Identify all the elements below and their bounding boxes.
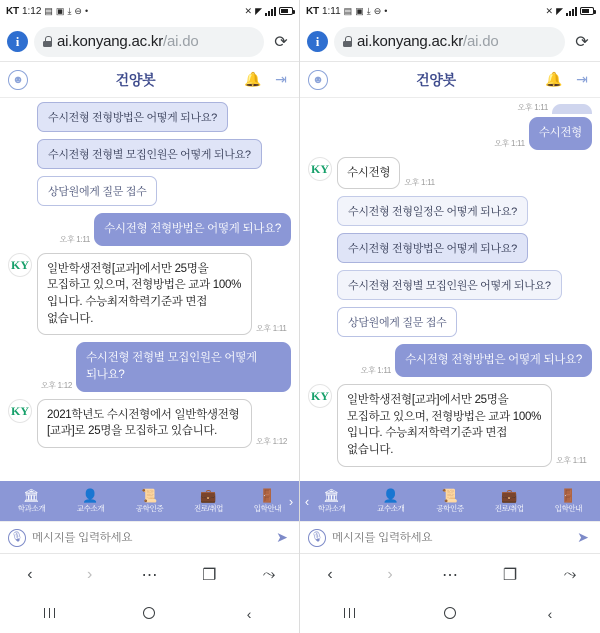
- person-icon: 👤: [382, 487, 399, 503]
- message-timestamp: 오후 1:12: [255, 437, 287, 447]
- quick-menu-item-career[interactable]: [179, 489, 238, 514]
- quick-menu-label: 교수소개: [377, 503, 405, 513]
- quick-menu-item-accreditation[interactable]: [420, 489, 479, 514]
- quick-menu-item-department[interactable]: [2, 489, 61, 514]
- browser-url-bar[interactable]: [0, 22, 299, 62]
- account-circle-icon[interactable]: ☻: [8, 70, 28, 90]
- browser-tabs-button[interactable]: ❐: [502, 566, 518, 584]
- briefcase-icon: 💼: [501, 487, 518, 503]
- bot-message-row: [308, 157, 592, 190]
- mic-icon[interactable]: 🎙: [8, 529, 26, 547]
- folder-icon: ▣: [55, 5, 65, 16]
- agent-request-chip[interactable]: 상담원에게 질문 접수: [37, 176, 157, 206]
- quick-menu-bar: [300, 481, 600, 521]
- account-circle-icon[interactable]: ☻: [308, 70, 328, 90]
- carrier-label: KT: [6, 5, 19, 17]
- browser-menu-button[interactable]: ⋯: [442, 566, 458, 584]
- building-icon: 🏛: [323, 487, 340, 503]
- folder-icon: ▣: [355, 5, 364, 16]
- wifi-icon: ◤: [556, 5, 563, 16]
- suggestion-chip[interactable]: 수시전형 전형별 모집인원은 어떻게 되나요?: [37, 139, 262, 169]
- message-input-bar[interactable]: [300, 521, 600, 553]
- quick-menu-prev-arrow[interactable]: ‹: [304, 493, 310, 509]
- home-button[interactable]: [430, 606, 470, 622]
- bot-avatar-icon: KY: [308, 384, 332, 408]
- back-button[interactable]: ‹: [246, 606, 252, 622]
- chip-row: [8, 176, 291, 213]
- chip-row: [8, 102, 291, 139]
- right-screenshot-pane: [300, 0, 600, 633]
- quick-menu-label: 공학인증: [135, 503, 164, 513]
- url-input[interactable]: [34, 27, 264, 57]
- suggestion-chip[interactable]: 수시전형 전형방법은 어떻게 되나요?: [37, 102, 228, 132]
- home-button[interactable]: [129, 606, 169, 622]
- chip-row: [8, 139, 291, 176]
- recents-button[interactable]: [30, 606, 70, 622]
- suggestion-chip[interactable]: 수시전형 전형방법은 어떻게 되나요?: [337, 233, 528, 263]
- url-host: ai.konyang.ac.kr: [357, 33, 464, 50]
- user-message-row: [308, 344, 592, 377]
- bot-message-bubble: 수시전형: [337, 157, 400, 190]
- mute-icon: ✕: [244, 5, 253, 16]
- reload-icon[interactable]: ⟳: [274, 33, 288, 51]
- browser-bottom-toolbar: [300, 553, 600, 595]
- message-input[interactable]: [332, 532, 568, 544]
- dot-icon: •: [384, 5, 388, 16]
- browser-share-button[interactable]: ⤳: [563, 565, 577, 583]
- download-icon: ⤓: [67, 5, 72, 16]
- suggestion-chip[interactable]: 수시전형 전형일정은 어떻게 되나요?: [337, 196, 528, 226]
- dot-icon: •: [84, 5, 89, 16]
- browser-forward-button[interactable]: ›: [87, 565, 93, 583]
- quick-menu-bar: [0, 481, 299, 521]
- browser-bottom-toolbar: [0, 553, 299, 595]
- chat-scroll-area-right[interactable]: [300, 98, 600, 481]
- building-icon: 🏛: [23, 487, 40, 503]
- browser-url-bar[interactable]: [300, 22, 600, 62]
- quick-menu-label: 학과소개: [17, 503, 46, 513]
- app-header: [0, 62, 299, 98]
- signal-icon: [265, 7, 276, 16]
- browser-forward-button[interactable]: ›: [387, 565, 393, 583]
- quick-menu-label: 진로/취업: [193, 503, 224, 513]
- quick-menu-item-career[interactable]: [480, 489, 539, 514]
- quick-menu-item-admission[interactable]: [539, 489, 598, 514]
- quick-menu-label: 공학인증: [436, 503, 464, 513]
- message-input[interactable]: [32, 532, 267, 544]
- suggestion-chip[interactable]: 수시전형 전형별 모집인원은 어떻게 되나요?: [337, 270, 562, 300]
- quick-menu-next-arrow[interactable]: ›: [288, 493, 294, 509]
- url-text: [57, 33, 199, 50]
- battery-icon: [279, 7, 293, 15]
- chat-scroll-area-left[interactable]: [0, 98, 299, 481]
- bot-message-row: [8, 253, 291, 336]
- bot-message-bubble: 일반학생전형[교과]에서만 25명을 모집하고 있으며, 전형방법은 교과 100% 입니다. 수능최저학력기준과 면접 없습니다.: [337, 384, 552, 467]
- partial-message-row: [308, 102, 592, 114]
- download-icon: ⤓: [366, 5, 371, 16]
- browser-back-button[interactable]: ‹: [327, 565, 333, 583]
- bot-message-row: [308, 384, 592, 467]
- message-timestamp: 오후 1:11: [517, 103, 548, 112]
- bell-icon[interactable]: 🔔: [244, 71, 262, 87]
- minus-circle-icon: ⊖: [373, 5, 382, 16]
- user-message-bubble: 수시전형: [529, 117, 592, 150]
- reload-icon[interactable]: ⟳: [575, 33, 589, 51]
- browser-menu-button[interactable]: ⋯: [141, 566, 158, 584]
- android-nav-bar: [300, 595, 600, 633]
- chip-row: [308, 233, 592, 270]
- quick-menu-label: 입학안내: [554, 503, 583, 513]
- bell-icon[interactable]: 🔔: [545, 71, 563, 87]
- exit-icon[interactable]: ⇥: [275, 71, 287, 87]
- status-time: 1:11: [321, 5, 341, 17]
- wifi-icon: ◤: [255, 5, 262, 16]
- battery-icon: [580, 7, 594, 15]
- message-timestamp: 오후 1:11: [404, 178, 435, 188]
- message-input-bar[interactable]: [0, 521, 299, 553]
- back-button[interactable]: ‹: [547, 606, 553, 622]
- url-host: ai.konyang.ac.kr: [57, 33, 164, 50]
- quick-menu-label: 입학안내: [253, 503, 282, 513]
- bot-message-row: [8, 399, 291, 448]
- app-header: [300, 62, 600, 98]
- user-message-row: [8, 213, 291, 246]
- status-time: 1:12: [21, 5, 42, 17]
- quick-menu-item-accreditation[interactable]: [120, 489, 179, 514]
- send-icon[interactable]: ➤: [577, 529, 589, 545]
- photo-icon: ▤: [44, 5, 53, 16]
- message-timestamp: 오후 1:12: [40, 380, 72, 390]
- chip-row: [308, 307, 592, 344]
- recents-button[interactable]: [330, 606, 370, 622]
- certificate-icon: 📜: [141, 487, 158, 503]
- mic-icon[interactable]: 🎙: [308, 529, 326, 547]
- message-timestamp: 오후 1:11: [556, 455, 587, 465]
- bot-avatar-icon: KY: [308, 157, 332, 181]
- certificate-icon: 📜: [441, 487, 459, 503]
- lock-icon: [343, 36, 352, 47]
- chip-row: [308, 196, 592, 233]
- status-bar: [300, 0, 600, 22]
- bot-message-bubble: 2021학년도 수시전형에서 일반학생전형[교과]로 25명을 모집하고 있습니다.: [37, 399, 252, 448]
- signal-icon: [566, 7, 577, 16]
- message-timestamp: 오후 1:11: [256, 324, 287, 334]
- page-title: 건양봇: [115, 71, 156, 88]
- photo-icon: ▤: [343, 5, 353, 16]
- message-timestamp: 오후 1:11: [494, 138, 525, 148]
- page-title: 건양봇: [416, 71, 456, 88]
- url-text: [357, 33, 499, 50]
- quick-menu-item-professors[interactable]: [61, 489, 120, 514]
- bot-avatar-icon: KY: [8, 399, 32, 423]
- minus-circle-icon: ⊖: [74, 5, 82, 16]
- chip-row: [308, 270, 592, 307]
- user-message-bubble: 수시전형 전형별 모집인원은 어떻게 되나요?: [76, 342, 291, 391]
- send-icon[interactable]: ➤: [276, 529, 288, 545]
- quick-menu-label: 교수소개: [76, 503, 105, 513]
- url-path: /ai.do: [463, 33, 499, 50]
- browser-tabs-button[interactable]: ❐: [202, 566, 217, 584]
- tab-count-badge[interactable]: i: [7, 31, 28, 52]
- browser-back-button[interactable]: ‹: [27, 565, 33, 583]
- briefcase-icon: 💼: [200, 487, 217, 503]
- url-input[interactable]: [334, 27, 565, 57]
- person-icon: 👤: [82, 487, 99, 503]
- exit-icon[interactable]: ⇥: [576, 71, 588, 87]
- user-message-bubble: 수시전형 전형방법은 어떻게 되나요?: [94, 213, 291, 246]
- message-timestamp: 오후 1:11: [59, 234, 91, 244]
- status-bar: [0, 0, 299, 22]
- quick-menu-item-professors[interactable]: [361, 489, 420, 514]
- bot-avatar-icon: KY: [8, 253, 32, 277]
- bot-message-bubble: 일반학생전형[교과]에서만 25명을 모집하고 있으며, 전형방법은 교과 100% 입니다. 수능최저학력기준과 면접 없습니다.: [37, 253, 252, 336]
- lock-icon: [43, 36, 52, 47]
- quick-menu-label: 학과소개: [317, 503, 346, 513]
- partial-bubble: [552, 104, 592, 114]
- message-timestamp: 오후 1:11: [360, 366, 392, 376]
- user-message-row: [8, 342, 291, 391]
- user-message-row: [308, 117, 592, 150]
- door-icon: 🚪: [560, 487, 577, 503]
- user-message-bubble: 수시전형 전형방법은 어떻게 되나요?: [395, 344, 592, 377]
- mute-icon: ✕: [545, 5, 554, 16]
- browser-share-button[interactable]: ⤳: [262, 565, 276, 583]
- door-icon: 🚪: [259, 487, 276, 503]
- agent-request-chip[interactable]: 상담원에게 질문 접수: [337, 307, 457, 337]
- android-nav-bar: [0, 595, 299, 633]
- carrier-label: KT: [306, 5, 319, 17]
- tab-count-badge[interactable]: i: [307, 31, 328, 52]
- url-path: /ai.do: [163, 33, 199, 50]
- quick-menu-label: 진로/취업: [494, 503, 524, 513]
